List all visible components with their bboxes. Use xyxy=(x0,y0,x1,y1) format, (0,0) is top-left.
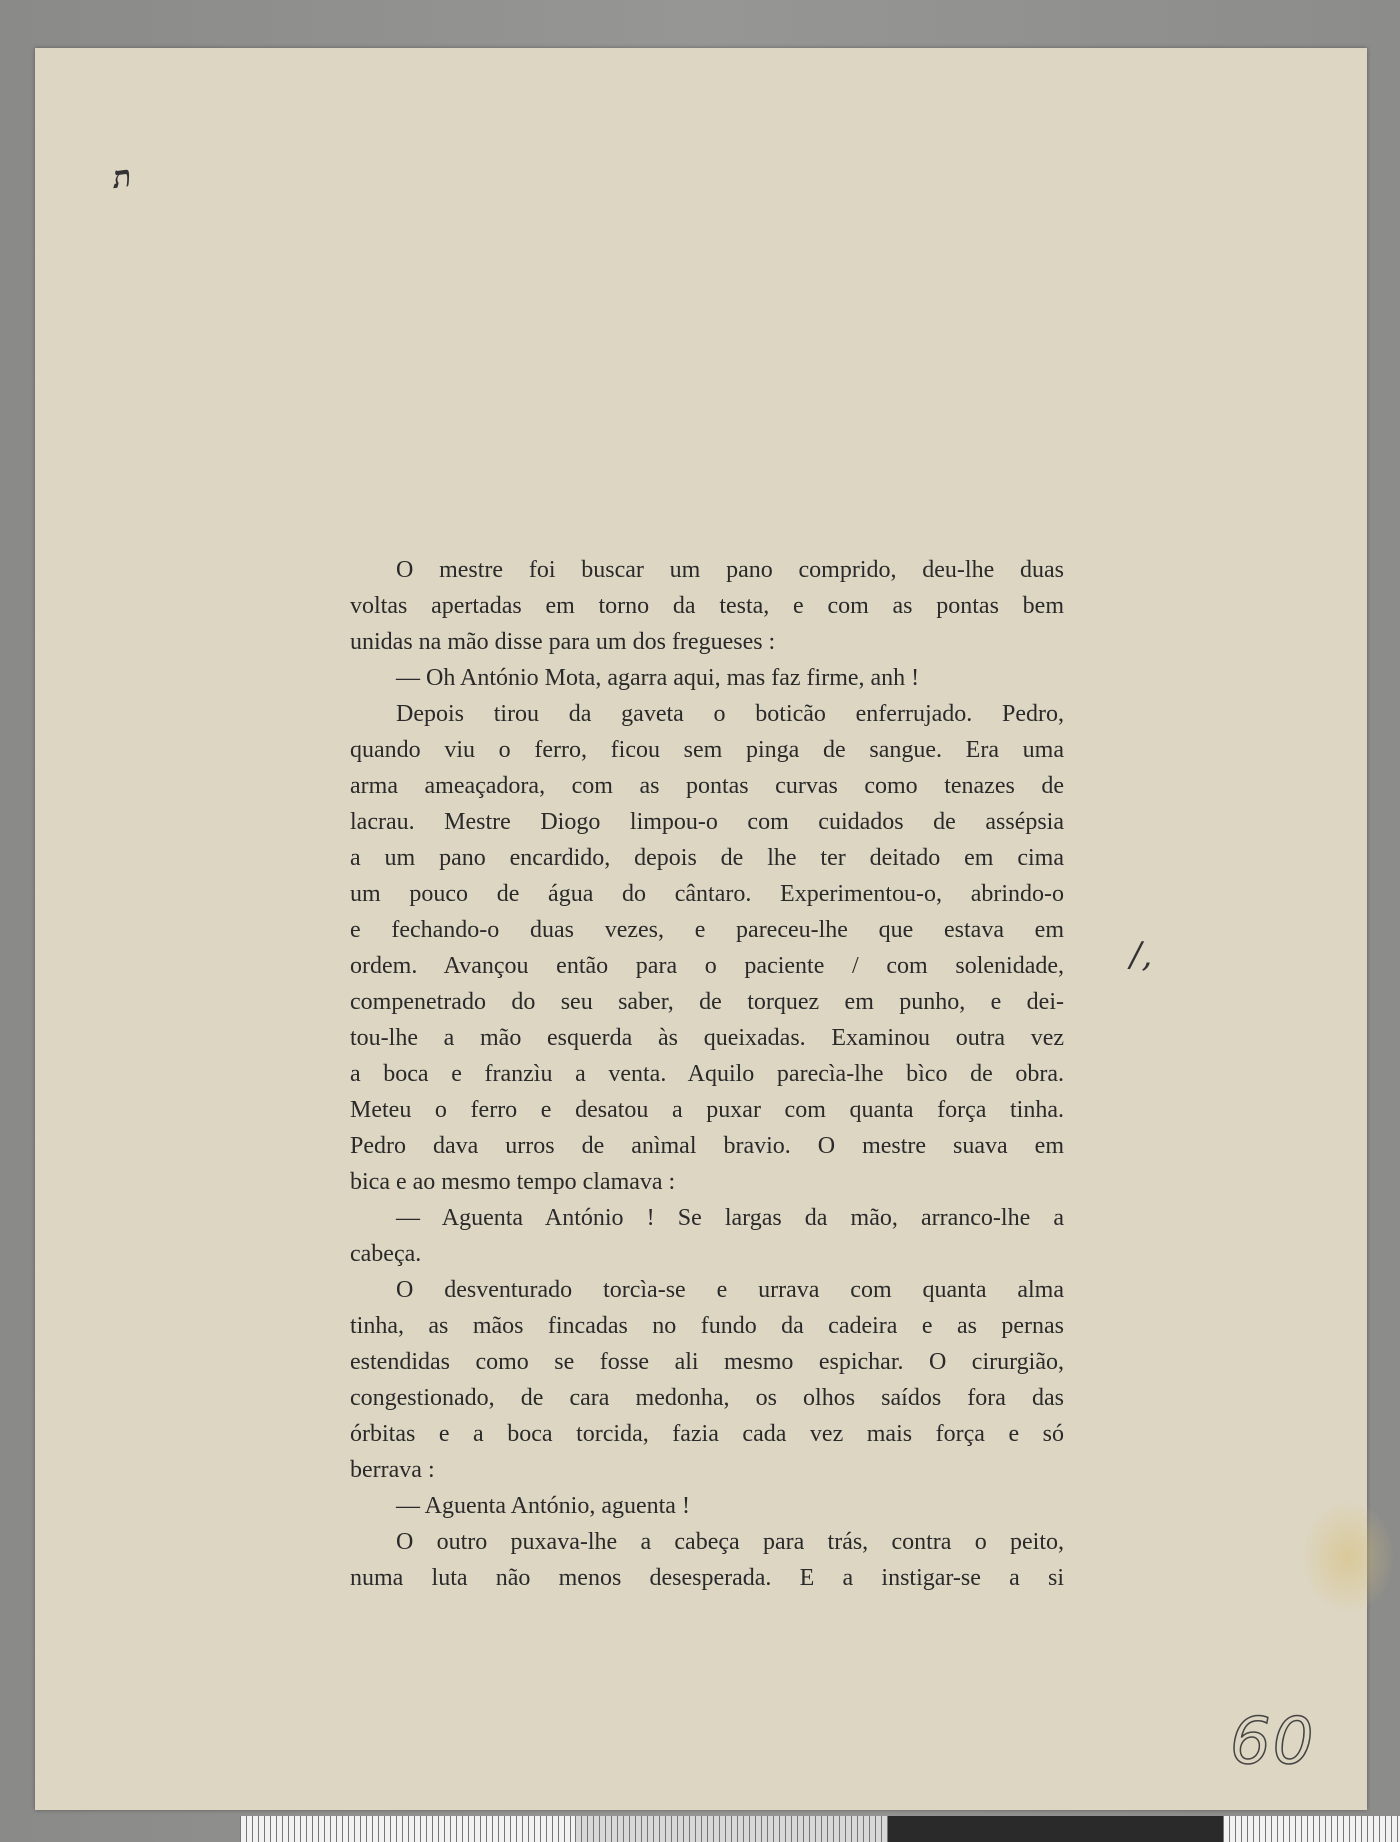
ruler-segment xyxy=(1223,1816,1400,1842)
text-line: compenetrado do seu saber, de torquez em punho, e dei- xyxy=(350,989,1064,1015)
body-text xyxy=(350,552,1064,1596)
text-line: tinha, as mãos fincadas no fundo da cadeira e as pernas xyxy=(350,1313,1064,1339)
ruler-segment xyxy=(888,1816,1223,1842)
text-line: arma ameaçadora, com as pontas curvas como tenazes de xyxy=(350,773,1064,799)
text-line: unidas na mão disse para um dos fregueses : xyxy=(350,629,776,655)
text-line: voltas apertadas em torno da testa, e com as pontas bem xyxy=(350,593,1064,619)
text-line: O desventurado torcìa-se e urrava com quanta alma xyxy=(396,1277,1064,1303)
text-line: a boca e franzìu a venta. Aquilo parecìa-lhe bìco de obra. xyxy=(350,1061,1064,1087)
text-line: — Aguenta António, aguenta ! xyxy=(396,1493,690,1519)
text-line: lacrau. Mestre Diogo limpou-o com cuidados de assépsia xyxy=(350,809,1064,835)
paper-stain xyxy=(1303,1502,1393,1612)
page-number: 60 xyxy=(1230,1705,1316,1779)
scale-ruler xyxy=(240,1816,1400,1842)
text-line: Pedro dava urros de anìmal bravio. O mestre suava em xyxy=(350,1133,1064,1159)
text-line: um pouco de água do cântaro. Experimentou-o, abrindo-o xyxy=(350,881,1064,907)
text-line: O outro puxava-lhe a cabeça para trás, contra o peito, xyxy=(396,1529,1064,1555)
text-line: numa luta não menos desesperada. E a instigar-se a si xyxy=(350,1565,1064,1591)
text-line: e fechando-o duas vezes, e pareceu-lhe que estava em xyxy=(350,917,1064,943)
text-line: — Oh António Mota, agarra aqui, mas faz firme, anh ! xyxy=(396,665,920,691)
handwritten-corner-mark: ת xyxy=(110,158,134,197)
text-line: Depois tirou da gaveta o boticão enferrujado. Pedro, xyxy=(396,701,1064,727)
handwritten-margin-mark: /, xyxy=(1130,935,1153,975)
text-line: tou-lhe a mão esquerda às queixadas. Examinou outra vez xyxy=(350,1025,1064,1051)
text-line: congestionado, de cara medonha, os olhos saídos fora das xyxy=(350,1385,1064,1411)
text-line: estendidas como se fosse ali mesmo espichar. O cirurgião, xyxy=(350,1349,1064,1375)
text-line: bica e ao mesmo tempo clamava : xyxy=(350,1169,676,1195)
text-line: berrava : xyxy=(350,1457,435,1483)
text-line: O mestre foi buscar um pano comprido, deu-lhe duas xyxy=(396,557,1064,583)
text-line: quando viu o ferro, ficou sem pinga de sangue. Era uma xyxy=(350,737,1064,763)
text-line: órbitas e a boca torcida, fazia cada vez mais força e só xyxy=(350,1421,1064,1447)
ruler-segment xyxy=(575,1816,888,1842)
ruler-segment xyxy=(240,1816,575,1842)
text-line: a um pano encardido, depois de lhe ter deitado em cima xyxy=(350,845,1064,871)
text-line: Meteu o ferro e desatou a puxar com quanta força tinha. xyxy=(350,1097,1064,1123)
text-line: — Aguenta António ! Se largas da mão, arranco-lhe a xyxy=(396,1205,1064,1231)
text-line: ordem. Avançou então para o paciente / com solenidade, xyxy=(350,953,1064,979)
text-line: cabeça. xyxy=(350,1241,422,1267)
